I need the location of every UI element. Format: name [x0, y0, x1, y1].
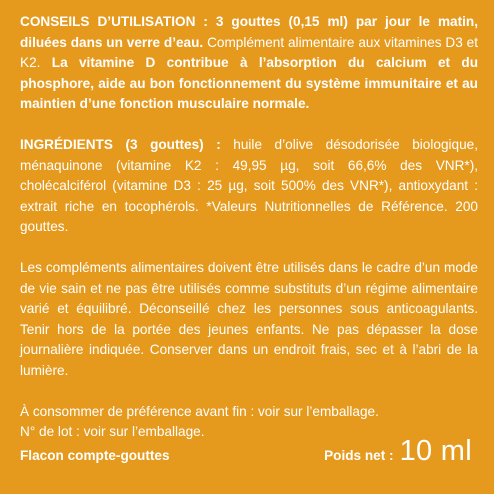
vitamin-d-claim: La vitamine D contribue à l’absorption du calcium et du phosphore, aide au bon fonctionnement du système immunitaire et au maintien d’une fonction musculaire normale.	[20, 55, 478, 112]
usage-text: Complément alimentaire aux vitamines D3 et K2.	[20, 34, 479, 71]
container-type: Flacon compte-gouttes	[20, 448, 170, 463]
net-weight-label: Poids net :	[324, 448, 394, 463]
usage-heading: CONSEILS D’UTILISATION : 3 gouttes (0,15 ml) par jour le matin, diluées dans un verre d’eau.	[20, 14, 478, 50]
best-before-text: À consommer de préférence avant fin : voir sur l’emballage.	[20, 403, 379, 419]
ingredients-paragraph	[20, 135, 478, 238]
warnings-paragraph: Les compléments alimentaires doivent être utilisés dans le cadre d’un mode de vie sain et ne pas être utilisés comme substituts d’un régime alimentaire varié et équilibré. Déconseillé chez les personnes sous anticoagulants. Tenir hors de la portée des jeunes enfants. Ne pas dépasser la dose journalière indiquée. Conserver dans un endroit frais, sec et à l’abri de la lumière.	[20, 259, 478, 378]
lot-number-text: N° de lot : voir sur l’emballage.	[20, 424, 205, 440]
ingredients-section	[20, 135, 478, 238]
usage-paragraph	[20, 12, 478, 115]
ingredients-text: huile d’olive désodorisée biologique, ménaquinone (vitamine K2 : 49,95 µg, soit 66,6% des VNR*), cholécalciférol (vitamine D3 : 25 µg, soit 500% des VNR*), antioxydant : extrait riche en tocophérols. *Valeurs Nutritionnelles de Référence. 200 gouttes.	[20, 136, 478, 235]
ingredients-heading: INGRÉDIENTS (3 gouttes) :	[20, 136, 221, 152]
net-weight-value: 10 ml	[399, 435, 472, 467]
label-footer	[20, 435, 472, 467]
usage-section	[20, 12, 478, 115]
warnings-section	[20, 258, 478, 382]
net-weight	[324, 435, 472, 467]
